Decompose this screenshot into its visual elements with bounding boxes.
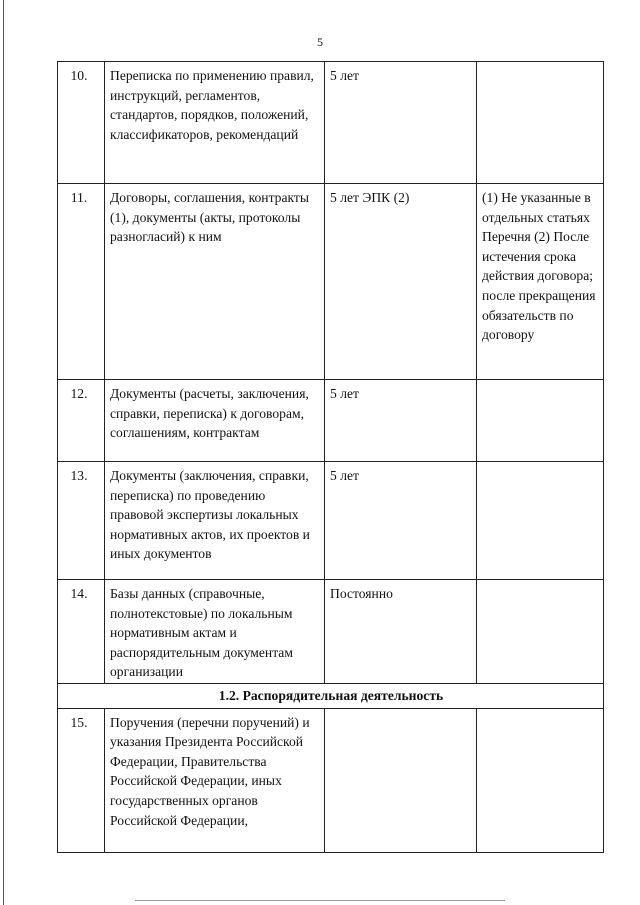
retention-term: 5 лет (325, 62, 477, 184)
document-type: Переписка по применению правил, инструкций, регламентов, стандартов, порядков, положений, классификаторов, рекомендаций (105, 62, 325, 184)
note: (1) Не указанные в отдельных статьях Перечня (2) После истечения срока действия договора; после прекращения обязательств по договору (477, 184, 604, 380)
table-row (58, 184, 604, 380)
document-type: Документы (расчеты, заключения, справки, переписка) к договорам, соглашениям, контрактам (105, 380, 325, 462)
retention-term: 5 лет ЭПК (2) (325, 184, 477, 380)
article-number: 12. (58, 380, 105, 462)
retention-term: 5 лет (325, 462, 477, 580)
note (477, 462, 604, 580)
article-number: 10. (58, 62, 105, 184)
retention-term: Постоянно (325, 580, 477, 684)
document-type: Договоры, соглашения, контракты (1), документы (акты, протоколы разногласий) к ним (105, 184, 325, 380)
table-row (58, 580, 604, 684)
note (477, 708, 604, 852)
article-number: 15. (58, 708, 105, 852)
table-row (58, 62, 604, 184)
note (477, 380, 604, 462)
section-heading-row (58, 683, 604, 708)
scan-bottom-line (135, 900, 505, 901)
retention-term (325, 708, 477, 852)
document-type: Поручения (перечни поручений) и указания Президента Российской Федерации, Правительства Российской Федерации, иных государственных органов Российской Федерации, (105, 708, 325, 852)
scan-edge-line (3, 0, 4, 905)
article-number: 13. (58, 462, 105, 580)
article-number: 14. (58, 580, 105, 684)
note (477, 580, 604, 684)
retention-table (57, 61, 604, 853)
table-row (58, 380, 604, 462)
document-type: Документы (заключения, справки, переписка) по проведению правовой экспертизы локальных нормативных актов, их проектов и иных документов (105, 462, 325, 580)
note (477, 62, 604, 184)
table-row (58, 708, 604, 852)
retention-term: 5 лет (325, 380, 477, 462)
document-type: Базы данных (справочные, полнотекстовые) по локальным нормативным актам и распорядительным документам организации (105, 580, 325, 684)
section-heading: 1.2. Распорядительная деятельность (58, 683, 604, 708)
page-number: 5 (317, 35, 323, 49)
article-number: 11. (58, 184, 105, 380)
table-row (58, 462, 604, 580)
